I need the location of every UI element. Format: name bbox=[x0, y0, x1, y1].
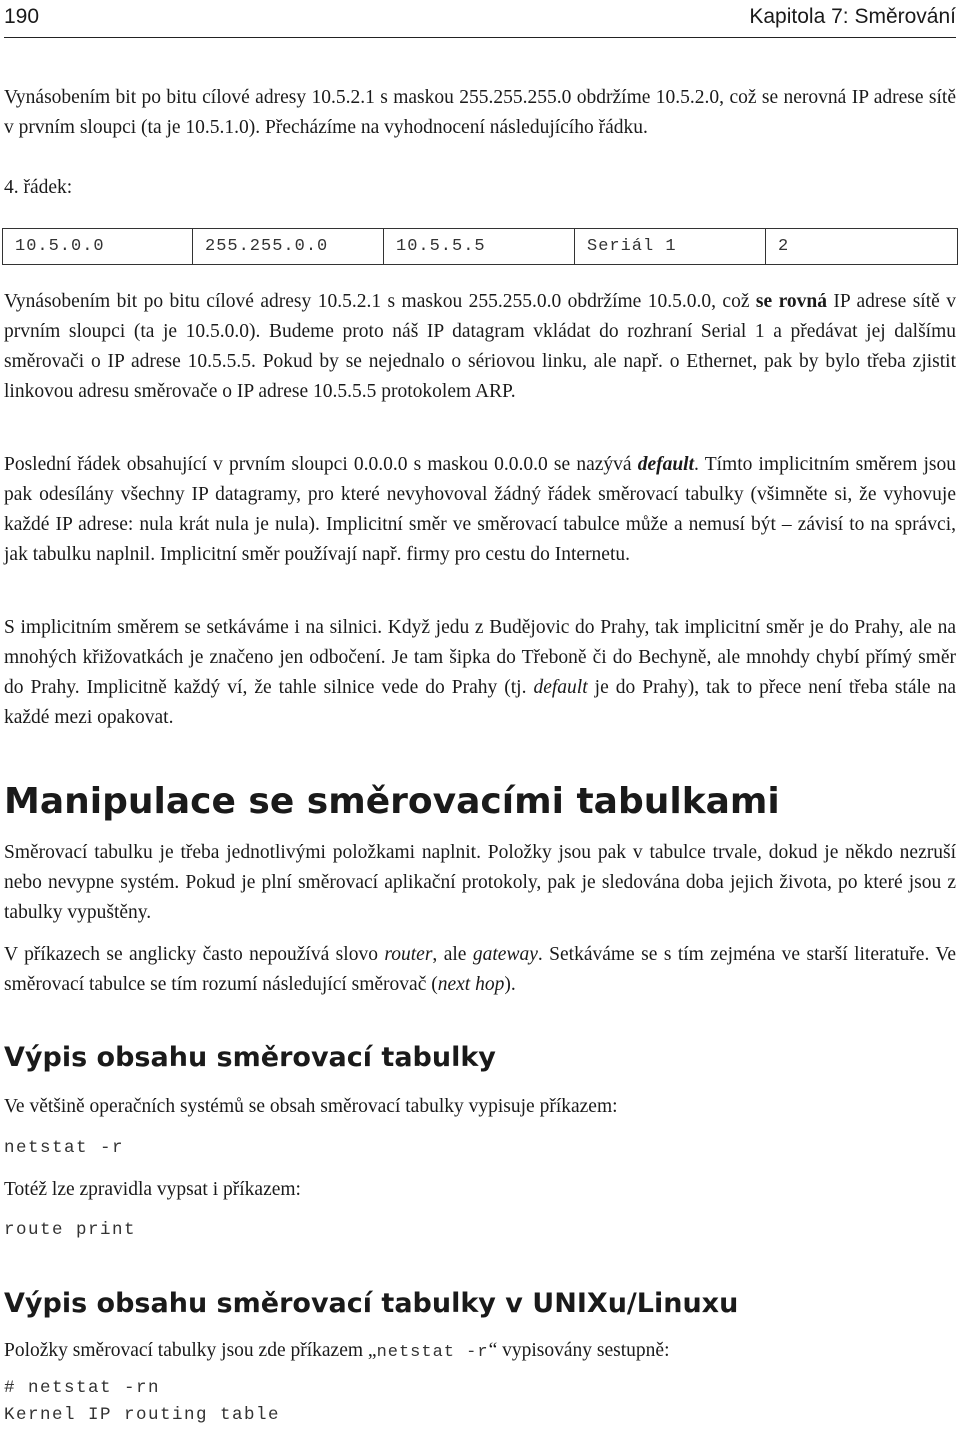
text: . Tímto implicitním směrem jsou pak odesílány všechny IP datagramy, pro které nevyhovoval žádný řádek směrovací tabulky (všimněte si, že vyhovuje každé IP adrese: nula krát nula je nula). Implicitní směr ve směrovací tabulce může a nemusí být – závisí to na správci, jak tabulku naplnil. Implicitní směr používají např. firmy pro cestu do Internetu. bbox=[4, 454, 957, 565]
term-router: router bbox=[384, 944, 433, 965]
routing-table-row bbox=[2, 228, 958, 265]
cell-network: 10.5.0.0 bbox=[3, 229, 193, 264]
cell-metric: 2 bbox=[778, 237, 790, 256]
code-route-print: route print bbox=[4, 1220, 137, 1240]
page-number: 190 bbox=[4, 5, 40, 28]
page-header bbox=[4, 0, 956, 38]
paragraph-table-entries: Směrovací tabulku je třeba jednotlivými položkami naplnit. Položky jsou pak v tabulce trvale, dokud je někdo nezruší nebo nevypne systém. Pokud je plní směrovací aplikační protokoly, pak je sledována doba jejich života, po které jsou z tabulky vypuštěny. bbox=[4, 842, 956, 923]
term-next-hop: next hop bbox=[437, 974, 505, 995]
emphasis-default: default bbox=[533, 677, 588, 698]
chapter-title: Kapitola 7: Směrování bbox=[749, 5, 956, 28]
text: . Setkáváme se s tím zejména ve starší literatuře. Ve směrovací tabulce se tím rozumí následující směrovač ( bbox=[4, 944, 956, 995]
term-gateway: gateway bbox=[472, 944, 538, 965]
text: je do Prahy), tak to přece není třeba stále na každé mezi opakovat. bbox=[4, 677, 956, 728]
paragraph-gateway-term bbox=[4, 940, 956, 1000]
paragraph-intro: Ve většině operačních systémů se obsah směrovací tabulky vypisuje příkazem: bbox=[4, 1096, 618, 1117]
inline-code: netstat -r bbox=[376, 1343, 489, 1362]
text: Položky směrovací tabulky jsou zde příkazem „ bbox=[4, 1340, 377, 1361]
subsection-heading: Výpis obsahu směrovací tabulky bbox=[4, 1042, 496, 1073]
text: IP adrese sítě v prvním sloupci (ta je 10.5.0.0). Budeme proto náš IP datagram vkládat do rozhraní Serial 1 a předávat jej dalšímu směrovači o IP adrese 10.5.5.5. Pokud by se nejednalo o sériovou linku, ale např. o Ethernet, pak by bylo třeba zjistit linkovou adresu směrovače o IP adrese 10.5.5.5 protokolem ARP. bbox=[4, 291, 956, 402]
paragraph-unix bbox=[4, 1336, 956, 1368]
paragraph-row3-evaluation: Vynásobením bit po bitu cílové adresy 10.5.2.1 s maskou 255.255.255.0 obdržíme 10.5.2.0, což se nerovná IP adrese sítě v prvním sloupci (ta je 10.5.1.0). Přecházíme na vyhodnocení následujícího řádku. bbox=[4, 87, 956, 138]
subsection-heading-unix: Výpis obsahu směrovací tabulky v UNIXu/Linuxu bbox=[4, 1288, 739, 1319]
text: S implicitním směrem se setkáváme i na silnici. Když jedu z Budějovic do Prahy, tak implicitní směr je do Prahy, ale na mnohých křižovatkách je značeno jen odbočení. Je tam šipka do Třeboně či do Bechyně, ale mnohdy chybí přímý směr do Prahy. Implicitně každý ví, že tahle silnice vede do Prahy (tj. bbox=[4, 617, 956, 698]
emphasis: se rovná bbox=[755, 291, 827, 312]
section-heading: Manipulace se směrovacími tabulkami bbox=[4, 781, 780, 822]
emphasis-default: default bbox=[637, 454, 695, 475]
paragraph-alternative: Totéž lze zpravidla vypsat i příkazem: bbox=[4, 1179, 301, 1200]
cell-interface: Seriál 1 bbox=[575, 229, 766, 264]
code-output: Kernel IP routing table bbox=[4, 1405, 281, 1425]
cell-mask: 255.255.0.0 bbox=[193, 229, 384, 264]
cell-gateway: 10.5.5.5 bbox=[384, 229, 575, 264]
text: , ale bbox=[432, 944, 473, 965]
paragraph-row4-evaluation bbox=[4, 287, 956, 407]
text: “ vypisovány sestupně: bbox=[488, 1340, 670, 1361]
paragraph-default-route bbox=[4, 450, 956, 570]
text: ). bbox=[504, 974, 516, 995]
code-netstat: netstat -r bbox=[4, 1138, 125, 1158]
text: Poslední řádek obsahující v prvním sloupci 0.0.0.0 s maskou 0.0.0.0 se nazývá bbox=[4, 454, 638, 475]
text: V příkazech se anglicky často nepoužívá slovo bbox=[4, 944, 385, 965]
row-heading: 4. řádek: bbox=[4, 177, 73, 198]
text: Vynásobením bit po bitu cílové adresy 10.5.2.1 s maskou 255.255.0.0 obdržíme 10.5.0.0, což bbox=[4, 291, 756, 312]
code-prompt: # netstat -rn bbox=[4, 1378, 161, 1398]
paragraph-road-analogy bbox=[4, 613, 956, 733]
